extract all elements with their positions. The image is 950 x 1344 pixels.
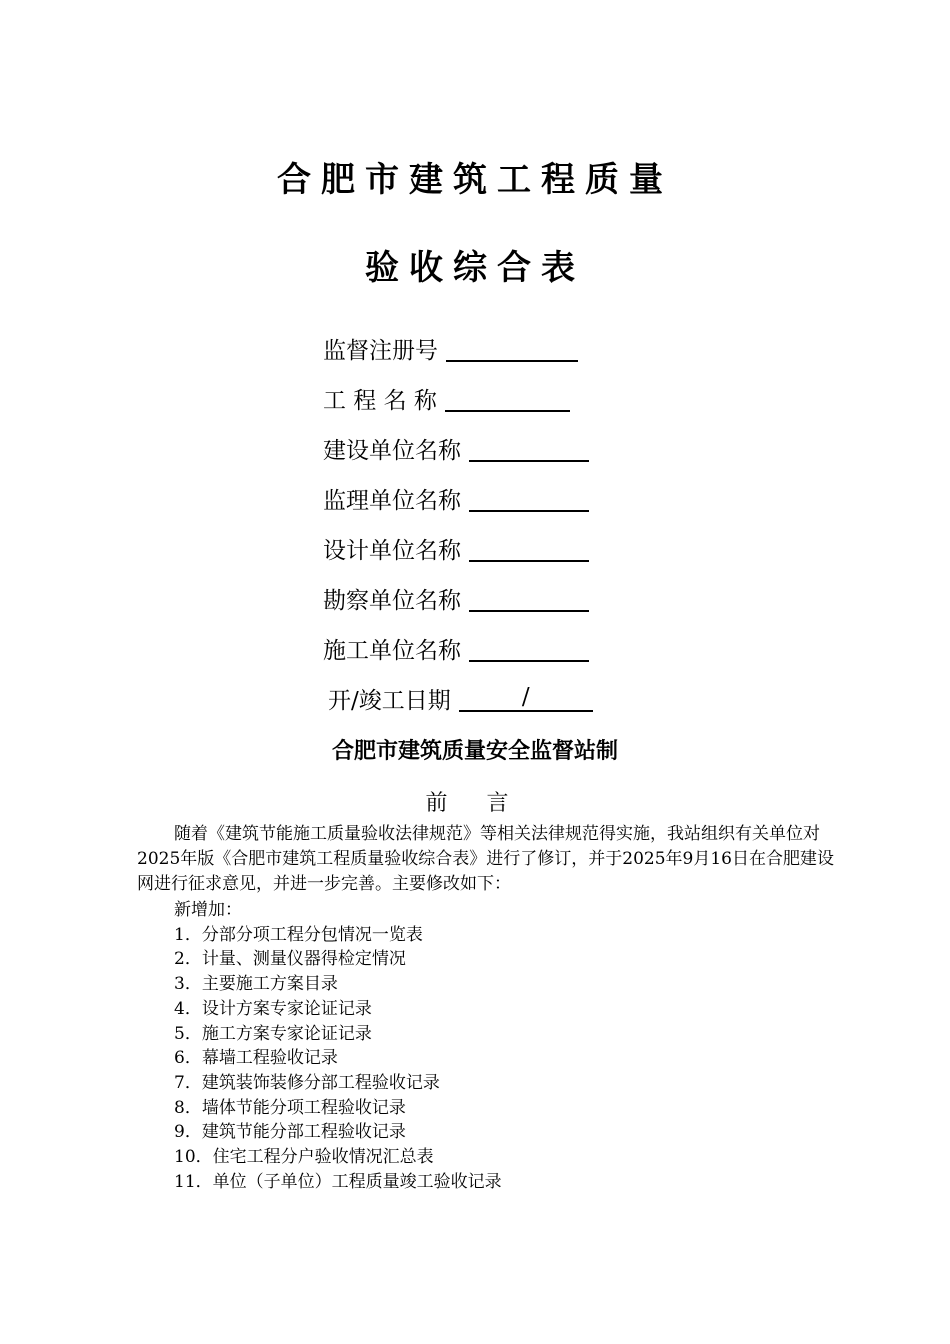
field-construction-unit — [323, 434, 589, 468]
fill-in-line — [445, 384, 570, 412]
field-supervision-unit — [323, 484, 589, 518]
field-label: 施工单位名称 — [323, 638, 461, 664]
field-label: 工 程 名 称 — [323, 388, 437, 414]
issuing-organization: 合肥市建筑质量安全监督站制 — [331, 739, 618, 764]
list-item: 9．建筑节能分部工程验收记录 — [174, 1122, 406, 1143]
list-item: 8．墙体节能分项工程验收记录 — [174, 1097, 406, 1118]
additions-list — [174, 898, 502, 1194]
list-item: 2．计量、测量仪器得检定情况 — [174, 949, 406, 970]
fill-in-line — [469, 484, 589, 512]
preface-body — [137, 822, 837, 897]
field-label: 设计单位名称 — [323, 538, 461, 564]
field-survey-unit — [323, 584, 589, 618]
list-item: 10．住宅工程分户验收情况汇总表 — [174, 1147, 434, 1168]
fill-in-line — [469, 534, 589, 562]
field-contractor-unit — [323, 634, 589, 668]
list-item: 5．施工方案专家论证记录 — [174, 1023, 372, 1044]
list-item: 1．分部分项工程分包情况一览表 — [174, 924, 423, 945]
fill-in-line — [469, 434, 589, 462]
additions-heading: 新增加： — [174, 900, 242, 920]
fill-in-line — [469, 584, 589, 612]
field-label: 监理单位名称 — [323, 488, 461, 514]
fill-in-line — [469, 634, 589, 662]
field-label: 开/竣工日期 — [328, 688, 451, 714]
list-item: 11．单位（子单位）工程质量竣工验收记录 — [174, 1171, 502, 1192]
field-project-name — [323, 384, 570, 418]
list-item: 4．设计方案专家论证记录 — [174, 998, 372, 1019]
document-title-line1: 合肥市建筑工程质量 — [277, 160, 673, 200]
date-separator: / — [521, 684, 530, 710]
field-design-unit — [323, 534, 589, 568]
preface-paragraph: 随着《建筑节能施工质量验收法律规范》等相关法律规范得实施，我站组织有关单位对2025年版《合肥市建筑工程质量验收综合表》进行了修订，并于2025年9月16日在合肥建设网进行征求意见，并进一步完善。主要修改如下： — [137, 824, 834, 894]
field-label: 监督注册号 — [323, 338, 438, 364]
field-label: 勘察单位名称 — [323, 588, 461, 614]
list-item: 3．主要施工方案目录 — [174, 974, 338, 995]
field-registration-number — [323, 334, 578, 368]
list-item: 6．幕墙工程验收记录 — [174, 1048, 338, 1069]
list-item: 7．建筑装饰装修分部工程验收记录 — [174, 1072, 440, 1093]
document-title-line2: 验收综合表 — [365, 248, 585, 288]
fill-in-line — [446, 334, 578, 362]
field-label: 建设单位名称 — [323, 438, 461, 464]
field-start-end-date — [328, 684, 593, 718]
preface-title: 前 言 — [425, 791, 525, 816]
fill-in-line — [459, 684, 593, 712]
